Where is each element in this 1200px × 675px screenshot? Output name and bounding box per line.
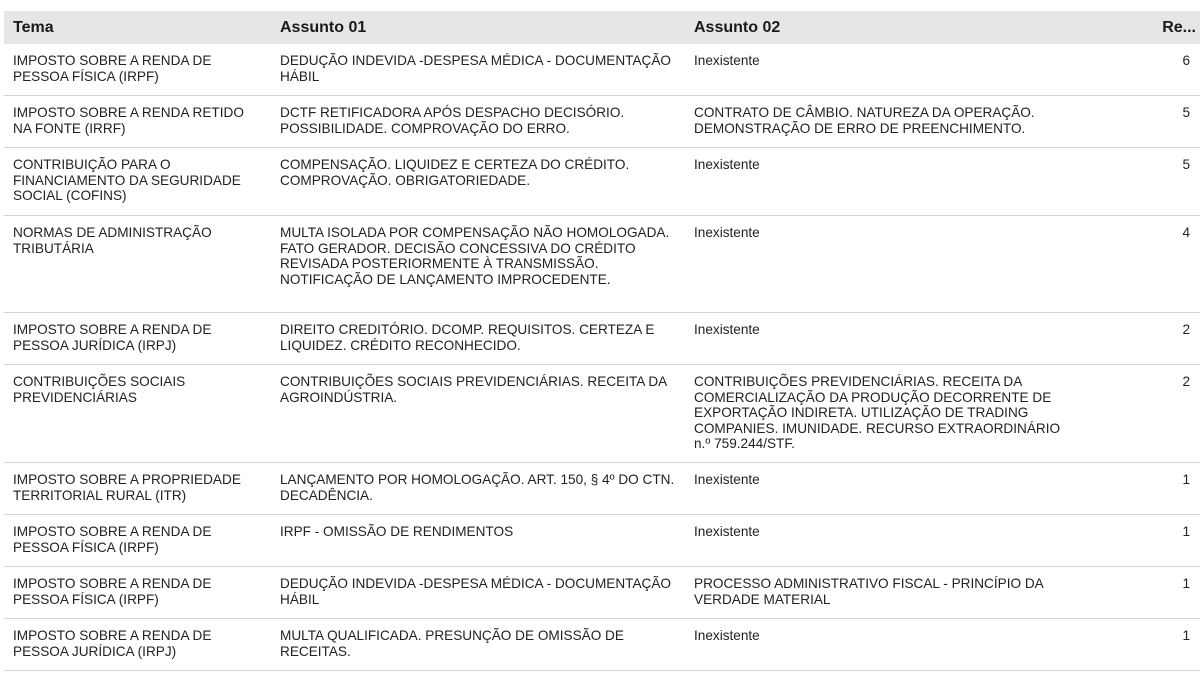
column-header-re[interactable]: Re... bbox=[1162, 18, 1196, 36]
cell-assunto-02: Inexistente bbox=[685, 44, 1132, 96]
cell-re: 2 bbox=[1132, 313, 1200, 365]
table-row[interactable] bbox=[4, 619, 1200, 671]
cell-re: 5 bbox=[1132, 96, 1200, 148]
cell-re: 4 bbox=[1132, 216, 1200, 313]
cell-assunto-01: DEDUÇÃO INDEVIDA -DESPESA MÉDICA - DOCUMENTAÇÃO HÁBIL bbox=[271, 567, 685, 619]
cell-tema: IMPOSTO SOBRE A PROPRIEDADE TERRITORIAL RURAL (ITR) bbox=[4, 463, 271, 515]
table-row[interactable] bbox=[4, 96, 1200, 148]
table-row[interactable] bbox=[4, 44, 1200, 96]
cell-assunto-02: Inexistente bbox=[685, 148, 1132, 216]
cell-re: 5 bbox=[1132, 148, 1200, 216]
cell-assunto-01: MULTA ISOLADA POR COMPENSAÇÃO NÃO HOMOLOGADA. FATO GERADOR. DECISÃO CONCESSIVA DO CRÉDITO REVISADA POSTERIORMENTE À TRANSMISSÃO. NOTIFICAÇÃO DE LANÇAMENTO IMPROCEDENTE. bbox=[271, 216, 685, 313]
data-table bbox=[4, 11, 1200, 671]
cell-assunto-02: Inexistente bbox=[685, 619, 1132, 671]
cell-assunto-01: CONTRIBUIÇÕES SOCIAIS PREVIDENCIÁRIAS. RECEITA DA AGROINDÚSTRIA. bbox=[271, 365, 685, 463]
cell-assunto-01: DEDUÇÃO INDEVIDA -DESPESA MÉDICA - DOCUMENTAÇÃO HÁBIL bbox=[271, 44, 685, 96]
cell-assunto-01: DCTF RETIFICADORA APÓS DESPACHO DECISÓRIO. POSSIBILIDADE. COMPROVAÇÃO DO ERRO. bbox=[271, 96, 685, 148]
cell-tema: IMPOSTO SOBRE A RENDA RETIDO NA FONTE (IRRF) bbox=[4, 96, 271, 148]
cell-assunto-02: Inexistente bbox=[685, 216, 1132, 313]
cell-assunto-01: MULTA QUALIFICADA. PRESUNÇÃO DE OMISSÃO DE RECEITAS. bbox=[271, 619, 685, 671]
table-row[interactable] bbox=[4, 313, 1200, 365]
table-body bbox=[4, 44, 1200, 671]
cell-tema: IMPOSTO SOBRE A RENDA DE PESSOA FÍSICA (IRPF) bbox=[4, 515, 271, 567]
cell-tema: IMPOSTO SOBRE A RENDA DE PESSOA FÍSICA (IRPF) bbox=[4, 44, 271, 96]
table-row[interactable] bbox=[4, 463, 1200, 515]
cell-tema: IMPOSTO SOBRE A RENDA DE PESSOA JURÍDICA (IRPJ) bbox=[4, 619, 271, 671]
cell-tema: CONTRIBUIÇÕES SOCIAIS PREVIDENCIÁRIAS bbox=[4, 365, 271, 463]
cell-assunto-02: PROCESSO ADMINISTRATIVO FISCAL - PRINCÍPIO DA VERDADE MATERIAL bbox=[685, 567, 1132, 619]
cell-re: 6 bbox=[1132, 44, 1200, 96]
cell-re: 1 bbox=[1132, 515, 1200, 567]
cell-assunto-02: CONTRATO DE CÂMBIO. NATUREZA DA OPERAÇÃO. DEMONSTRAÇÃO DE ERRO DE PREENCHIMENTO. bbox=[685, 96, 1132, 148]
cell-assunto-02: Inexistente bbox=[685, 463, 1132, 515]
table-header bbox=[4, 11, 1200, 44]
table-row[interactable] bbox=[4, 567, 1200, 619]
cell-assunto-01: IRPF - OMISSÃO DE RENDIMENTOS bbox=[271, 515, 685, 567]
column-header-tema[interactable]: Tema bbox=[13, 18, 54, 36]
table-row[interactable] bbox=[4, 515, 1200, 567]
cell-re: 1 bbox=[1132, 567, 1200, 619]
cell-re: 1 bbox=[1132, 463, 1200, 515]
cell-tema: IMPOSTO SOBRE A RENDA DE PESSOA JURÍDICA (IRPJ) bbox=[4, 313, 271, 365]
cell-tema: NORMAS DE ADMINISTRAÇÃO TRIBUTÁRIA bbox=[4, 216, 271, 313]
table-row[interactable] bbox=[4, 365, 1200, 463]
column-header-assunto-02[interactable]: Assunto 02 bbox=[694, 18, 781, 36]
cell-assunto-02: Inexistente bbox=[685, 515, 1132, 567]
table-row[interactable] bbox=[4, 216, 1200, 313]
cell-re: 2 bbox=[1132, 365, 1200, 463]
cell-assunto-01: LANÇAMENTO POR HOMOLOGAÇÃO. ART. 150, § 4º DO CTN. DECADÊNCIA. bbox=[271, 463, 685, 515]
table-header-row bbox=[4, 11, 1200, 44]
table-row[interactable] bbox=[4, 148, 1200, 216]
cell-assunto-01: COMPENSAÇÃO. LIQUIDEZ E CERTEZA DO CRÉDITO. COMPROVAÇÃO. OBRIGATORIEDADE. bbox=[271, 148, 685, 216]
cell-tema: CONTRIBUIÇÃO PARA O FINANCIAMENTO DA SEGURIDADE SOCIAL (COFINS) bbox=[4, 148, 271, 216]
cell-assunto-02: Inexistente bbox=[685, 313, 1132, 365]
cell-assunto-02: CONTRIBUIÇÕES PREVIDENCIÁRIAS. RECEITA DA COMERCIALIZAÇÃO DA PRODUÇÃO DECORRENTE DE EXPORTAÇÃO INDIRETA. UTILIZAÇÃO DE TRADING COMPANIES. IMUNIDADE. RECURSO EXTRAORDINÁRIO n.º 759.244/STF. bbox=[685, 365, 1132, 463]
cell-tema: IMPOSTO SOBRE A RENDA DE PESSOA FÍSICA (IRPF) bbox=[4, 567, 271, 619]
cell-re: 1 bbox=[1132, 619, 1200, 671]
column-header-assunto-01[interactable]: Assunto 01 bbox=[280, 18, 367, 36]
cell-assunto-01: DIREITO CREDITÓRIO. DCOMP. REQUISITOS. CERTEZA E LIQUIDEZ. CRÉDITO RECONHECIDO. bbox=[271, 313, 685, 365]
data-table-container bbox=[4, 11, 1200, 671]
